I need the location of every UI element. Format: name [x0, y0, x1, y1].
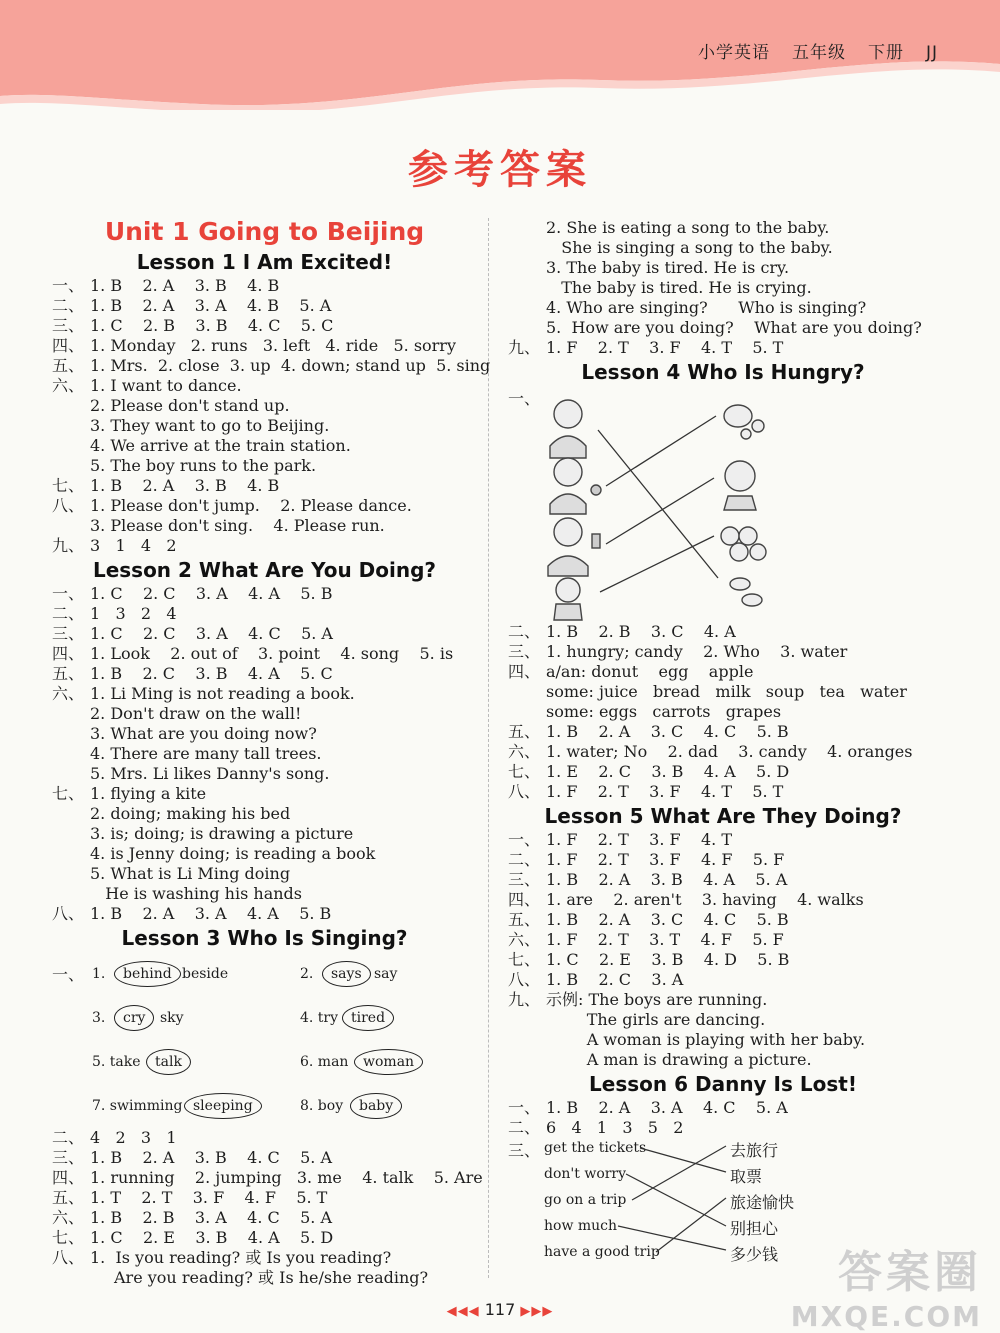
circled-word: tired	[342, 1005, 394, 1031]
answer-line: 4. is Jenny doing; is reading a book	[90, 844, 376, 863]
phrase-en: go on a trip	[544, 1192, 627, 1208]
phrase-en: don't worry	[544, 1166, 627, 1182]
answer-line: 二、 1. F 2. T 3. F 4. F 5. F	[508, 850, 785, 869]
picture-matching	[508, 386, 938, 622]
circled-word: sleeping	[184, 1093, 262, 1119]
lesson-3-title: Lesson 3 Who Is Singing?	[121, 926, 408, 950]
answer-line: 5. How are you doing? What are you doing?	[546, 318, 922, 337]
answer-line: 八、 1. Is you reading? 或 Is you reading?	[52, 1248, 392, 1267]
answer-line: 4. We arrive at the train station.	[90, 436, 351, 455]
answer-line: 九、 示例: The boys are running.	[508, 990, 768, 1009]
answer-line: 八、 1. F 2. T 3. F 4. T 5. T	[508, 782, 784, 801]
circle-exercise	[52, 952, 477, 1128]
answer-line: 四、 1. Look 2. out of 3. point 4. song 5. is	[52, 644, 454, 663]
phrase-en: have a good trip	[544, 1244, 660, 1260]
circled-word: woman	[354, 1049, 423, 1075]
answer-line: 三、 1. B 2. A 3. B 4. A 5. A	[508, 870, 788, 889]
answer-line: The baby is tired. He is crying.	[546, 278, 812, 297]
answer-line: 三、 1. C 2. C 3. A 4. C 5. A	[52, 624, 333, 643]
header-text	[676, 38, 938, 63]
answer-line: 七、 1. E 2. C 3. B 4. A 5. D	[508, 762, 790, 781]
answer-line: 七、 1. C 2. E 3. B 4. D 5. B	[508, 950, 790, 969]
answer-line: 一、 1. F 2. T 3. F 4. T	[508, 830, 732, 849]
answer-line: 五、 1. Mrs. 2. close 3. up 4. down; stand up 5. sing	[52, 356, 491, 375]
header-term: 下册	[867, 43, 904, 63]
circled-word: behind	[114, 961, 181, 987]
matching-pictures	[508, 386, 938, 622]
teapot-picture-icon	[724, 405, 764, 439]
answer-line: 九、 3 1 4 2	[52, 536, 177, 555]
boy-eating-picture-icon	[550, 458, 601, 514]
answer-line: 五、 1. B 2. A 3. C 4. C 5. B	[508, 910, 789, 929]
answer-line: 5. What is Li Ming doing	[90, 864, 291, 883]
answer-line: 3. The baby is tired. He is cry.	[546, 258, 790, 277]
circle-row: 3. cry sky 4. try tired	[52, 996, 477, 1040]
page-title: 参考答案	[408, 147, 592, 193]
answer-line: 3. What are you doing now?	[90, 724, 317, 743]
answer-line: She is singing a song to the baby.	[546, 238, 833, 257]
answer-line: 八、 1. B 2. A 3. A 4. A 5. B	[52, 904, 332, 923]
answer-line: 二、 1 3 2 4	[52, 604, 177, 623]
phrase-cn: 去旅行	[730, 1141, 779, 1160]
phrase-cn: 别担心	[730, 1219, 779, 1238]
lesson-4-answers	[508, 622, 938, 802]
header-subject: 小学英语	[697, 43, 770, 63]
lesson-1-title: Lesson 1 I Am Excited!	[136, 250, 393, 274]
answer-line: 四、 1. Monday 2. runs 3. left 4. ride 5. sorry	[52, 336, 456, 355]
answer-line: 四、 1. are 2. aren't 3. having 4. walks	[508, 890, 864, 909]
answer-line: 六、 1. B 2. B 3. A 4. C 5. A	[52, 1208, 332, 1227]
answer-line: 二、 1. B 2. A 3. A 4. B 5. A	[52, 296, 332, 315]
circle-row: 1. behind beside 2. says say	[52, 952, 477, 996]
answer-line: 3. Please don't sing. 4. Please run.	[90, 516, 385, 535]
answer-line: 八、 1. Please don't jump. 2. Please dance.	[52, 496, 412, 515]
answer-line: 五、 1. B 2. C 3. B 4. A 5. C	[52, 664, 333, 683]
answer-line: Are you reading? 或 Is he/she reading?	[114, 1268, 429, 1287]
answer-line: 一、 1. C 2. C 3. A 4. A 5. B	[52, 584, 333, 603]
page-number: ◀◀◀ 117 ▶▶▶	[446, 1300, 554, 1319]
circled-word: baby	[350, 1093, 402, 1119]
answer-line: 六、 1. Li Ming is not reading a book.	[52, 684, 355, 703]
lesson-6-title: Lesson 6 Danny Is Lost!	[589, 1072, 857, 1096]
lesson-6-answers	[508, 1098, 938, 1138]
right-arrows-icon: ▶▶▶	[520, 1304, 554, 1319]
match-lines	[598, 416, 718, 592]
answer-line: 4. Who are singing? Who is singing?	[546, 298, 867, 317]
candy-picture-icon	[730, 578, 762, 606]
answer-line: 二、 4 2 3 1	[52, 1128, 177, 1147]
answer-line: 2. Please don't stand up.	[90, 396, 290, 415]
girl-standing-picture-icon	[554, 578, 582, 620]
lesson-2-answers	[52, 584, 477, 924]
phrase-cn: 旅途愉快	[730, 1193, 795, 1212]
answer-line: 六、 1. F 2. T 3. T 4. F 5. F	[508, 930, 784, 949]
circle-row: 7. swimming sleeping 8. boy baby	[52, 1084, 477, 1128]
answer-line: 一、 1. B 2. A 3. B 4. B	[52, 276, 280, 295]
answer-line: 八、 1. B 2. C 3. A	[508, 970, 684, 989]
lesson-2-title: Lesson 2 What Are You Doing?	[92, 558, 437, 582]
left-arrows-icon: ◀◀◀	[446, 1304, 480, 1319]
circled-word: talk	[146, 1049, 191, 1075]
phrase-cn: 取票	[730, 1167, 763, 1186]
answer-line: 七、 1. flying a kite	[52, 784, 207, 803]
answer-line: 六、 1. water; No 2. dad 3. candy 4. oranges	[508, 742, 913, 761]
lesson-1-answers	[52, 276, 491, 556]
circled-word: says	[322, 961, 371, 987]
fruit-picture-icon	[721, 527, 766, 561]
sad-child-picture-icon	[724, 461, 756, 510]
answer-line: 3. They want to go to Beijing.	[90, 416, 330, 435]
circle-exercise-label: 一、	[52, 965, 85, 984]
lesson-5-answers	[508, 830, 938, 1070]
right-column	[508, 218, 938, 1266]
answer-line: The girls are dancing.	[546, 1010, 766, 1029]
answer-line: 九、 1. F 2. T 3. F 4. T 5. T	[508, 338, 784, 357]
answer-line: 三、 1. B 2. A 3. B 4. C 5. A	[52, 1148, 332, 1167]
watermark-en: MXQE.COM	[790, 1300, 982, 1333]
phrase-matching-label: 三、	[508, 1141, 541, 1160]
answer-line: 2. Don't draw on the wall!	[90, 704, 302, 723]
answer-line: He is washing his hands	[90, 884, 302, 903]
answer-line: 六、 1. I want to dance.	[52, 376, 242, 395]
answer-line: 3. is; doing; is drawing a picture	[90, 824, 354, 843]
answer-line: A man is drawing a picture.	[546, 1050, 812, 1069]
phrase-en: how much	[544, 1218, 618, 1234]
watermark-cn: 答案圈	[838, 1247, 982, 1298]
left-column	[52, 214, 491, 1288]
watermark	[791, 1236, 982, 1333]
picture-matching-label: 一、	[508, 389, 541, 408]
boy-drinking-picture-icon	[548, 518, 600, 576]
answer-line: 5. The boy runs to the park.	[90, 456, 317, 475]
answer-line: 七、 1. C 2. E 3. B 4. A 5. D	[52, 1228, 334, 1247]
answer-line: 二、 1. B 2. B 3. C 4. A	[508, 622, 736, 641]
answer-line: 一、 1. B 2. A 3. A 4. C 5. A	[508, 1098, 788, 1117]
answer-line: 四、 a/an: donut egg apple	[508, 662, 754, 681]
lesson-3-answers	[52, 1128, 483, 1288]
answer-line: 三、 1. C 2. B 3. B 4. C 5. C	[52, 316, 334, 335]
header-edition: JJ	[925, 43, 938, 63]
answer-line: 2. She is eating a song to the baby.	[546, 218, 830, 237]
circled-word: cry	[114, 1005, 154, 1031]
answer-line: some: juice bread milk soup tea water	[546, 682, 907, 701]
header-grade: 五年级	[791, 43, 846, 63]
lesson-3-continued	[508, 218, 938, 358]
answer-line: 七、 1. B 2. A 3. B 4. B	[52, 476, 280, 495]
girl-picture-icon	[550, 400, 586, 458]
answer-line: 4. There are many tall trees.	[90, 744, 322, 763]
answer-line: 2. doing; making his bed	[90, 804, 291, 823]
answer-line: 四、 1. running 2. jumping 3. me 4. talk 5. Are	[52, 1168, 483, 1187]
unit-title: Unit 1 Going to Beijing	[104, 217, 425, 246]
answer-line: A woman is playing with her baby.	[546, 1030, 866, 1049]
answer-line: 三、 1. hungry; candy 2. Who 3. water	[508, 642, 848, 661]
answer-line: 5. Mrs. Li likes Danny's song.	[90, 764, 330, 783]
answer-line: some: eggs carrots grapes	[546, 702, 782, 721]
answer-line: 五、 1. B 2. A 3. C 4. C 5. B	[508, 722, 789, 741]
phrase-en: get the tickets	[544, 1140, 647, 1156]
answer-line: 二、 6 4 1 3 5 2	[508, 1118, 684, 1137]
lesson-4-title: Lesson 4 Who Is Hungry?	[581, 360, 865, 384]
phrase-cn: 多少钱	[730, 1245, 779, 1264]
column-divider	[488, 218, 489, 1278]
lesson-5-title: Lesson 5 What Are They Doing?	[544, 804, 902, 828]
circle-row: 5. take talk 6. man woman	[52, 1040, 477, 1084]
answer-line: 五、 1. T 2. T 3. F 4. F 5. T	[52, 1188, 328, 1207]
